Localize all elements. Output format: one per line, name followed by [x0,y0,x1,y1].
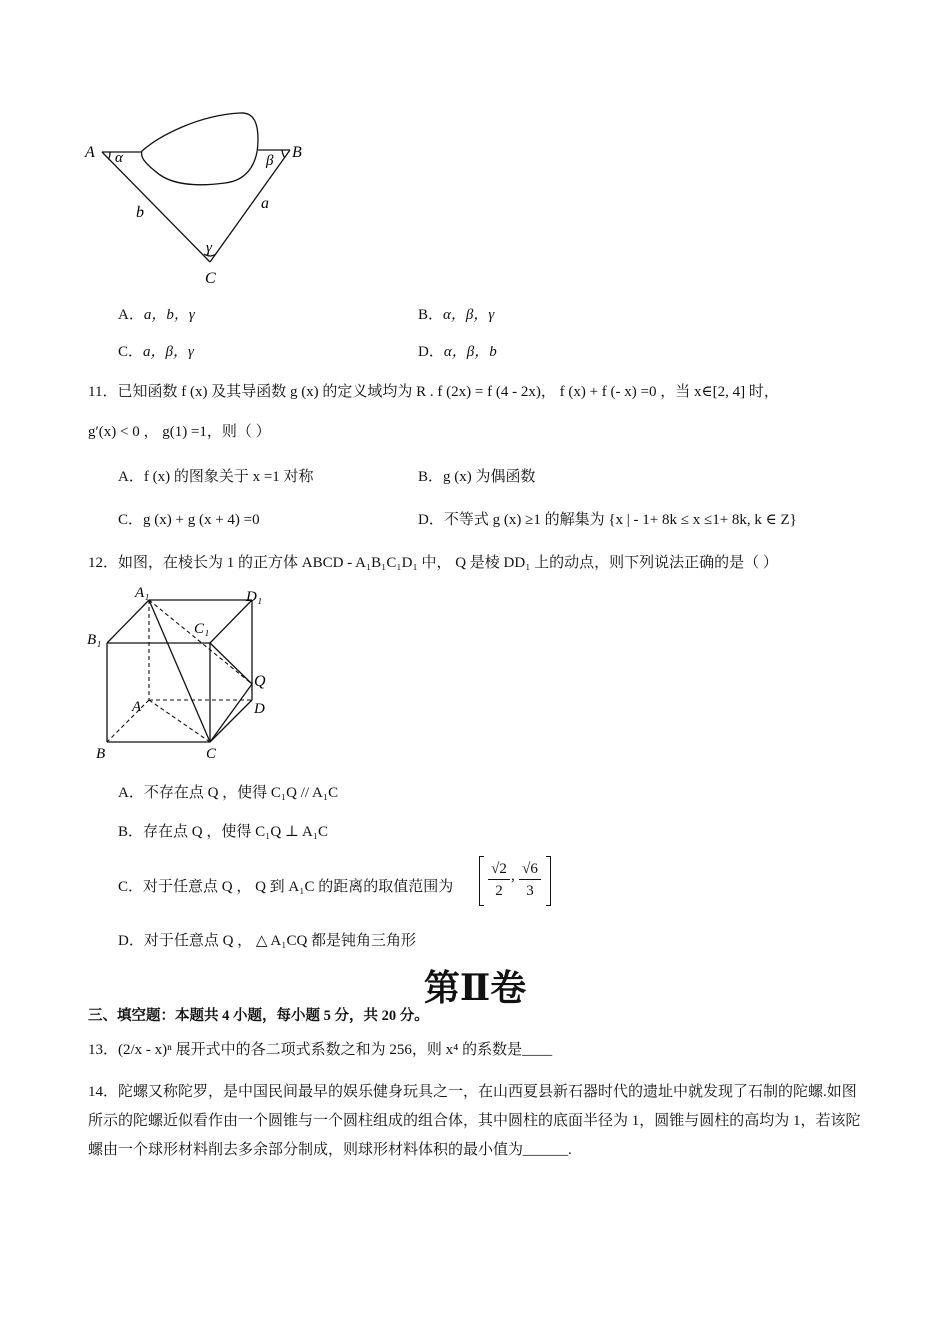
cube-figure [82,580,282,765]
q10-option-c[interactable]: C．a，β，γ [118,344,194,360]
label-C: C [205,270,216,287]
q10-option-d[interactable]: D．α，β，b [418,344,497,360]
q12-option-a[interactable]: A．不存在点 Q ，使得 C₁Q // A₁C [118,785,339,801]
label-B: B [292,144,302,161]
label-b: b [136,204,144,221]
hidden-edge-A-B [107,700,149,742]
q11-stem-line1 [88,380,779,401]
q12-option-b[interactable]: B．存在点 Q ，使得 C₁Q ⊥ A₁C [118,824,329,840]
edge-D-C [210,700,252,742]
q11-line1: 已知函数 f (x) 及其导函数 g (x) 的定义域均为 R . f (2x) = f (4 - 2x)， f (x) + f (- x) =0 ，当 x∈[2, 4] 时， [117,384,779,400]
q12-option-d[interactable]: D．对于任意点 Q ， △ A₁CQ 都是钝角三角形 [118,933,417,949]
triangle-lake-figure [80,105,320,290]
q11-option-a[interactable]: A．f (x) 的图象关于 x =1 对称 [118,469,314,485]
cube-label-D1: D₁ [246,589,263,605]
q10-option-a[interactable]: A．a，b，γ [118,307,195,323]
edge-D1-C1 [210,600,252,643]
cube-label-D: D [254,701,265,717]
lake-shape [142,113,258,185]
hidden-segment-A1-Q [149,600,252,684]
segment-C1-Q [210,643,252,684]
q11-option-d[interactable]: D．不等式 g (x) ≥1 的解集为 {x | - 1+ 8k ≤ x ≤1+ 8k, k ∈ Z} [418,512,797,528]
q14 [88,1078,863,1165]
label-beta: β [266,153,274,169]
q13-text: (2/x - x)ⁿ 展开式中的各二项式系数之和为 256，则 x⁴ 的系数是____ [118,1042,553,1058]
q14-text: 陀螺又称陀罗，是中国民间最早的娱乐健身玩具之一，在山西夏县新石器时代的遗址中就发现了石制的陀螺.如图所示的陀螺近似看作由一个圆锥与一个圆柱组成的组合体，其中圆柱的底面半径为 1，圆锥与圆柱的高均为 1，若该陀螺由一个球形材料削去多余部分制成，则球形材料体积的最小值为______. [88,1084,861,1158]
q11-option-b[interactable]: B．g (x) 为偶函数 [418,469,536,485]
q14-number: 14． [88,1084,119,1100]
q13 [88,1038,552,1059]
range-den-1: 2 [495,883,503,899]
side-a [210,150,290,262]
cube-label-C1: C₁ [194,621,210,637]
q11-stem-line2 [88,420,271,441]
segment-C-Q [210,684,252,742]
cube-label-B: B [96,746,106,762]
cube-label-Q: Q [254,673,266,690]
cube-label-A: A [132,699,142,715]
label-alpha: α [115,150,123,166]
label-A: A [85,144,95,161]
q11-number: 11． [88,384,118,400]
label-gamma: γ [206,240,212,256]
range-num-2: √6 [519,859,541,880]
q11-option-c[interactable]: C．g (x) + g (x + 4) =0 [118,512,260,528]
q12-option-c-range: $\frac{√2}{2}$ , $\frac{√6}{3}$ [479,856,551,906]
q12-option-c[interactable]: C．对于任意点 Q ， Q 到 A₁C 的距离的取值范围为 [118,879,454,895]
angle-mark-alpha [108,152,110,159]
q10-option-b[interactable]: B．α，β，γ [418,307,495,323]
cube-label-B1: B₁ [87,632,102,648]
side-b [102,152,210,262]
q12-stem-text: 如图，在棱长为 1 的正方体 ABCD - A₁B₁C₁D₁ 中， Q 是棱 DD₁ 上的动点，则下列说法正确的是（ ） [118,555,778,571]
edge-A1-B1 [107,600,149,643]
q13-number: 13． [88,1042,119,1058]
part2-title: 第Ⅱ卷 [423,967,527,1009]
cube-label-A1: A₁ [135,585,150,601]
label-a: a [261,195,269,212]
range-num-1: √2 [488,859,510,880]
section-heading: 三、填空题：本题共 4 小题，每小题 5 分，共 20 分。 [88,1008,429,1024]
angle-mark-beta [282,150,285,158]
cube-label-C: C [206,746,217,762]
q11-line2: g′(x) < 0 ， g(1) =1，则（ ） [88,424,271,440]
range-den-2: 3 [526,883,534,899]
q12-stem [88,551,778,572]
q12-number: 12． [88,555,119,571]
